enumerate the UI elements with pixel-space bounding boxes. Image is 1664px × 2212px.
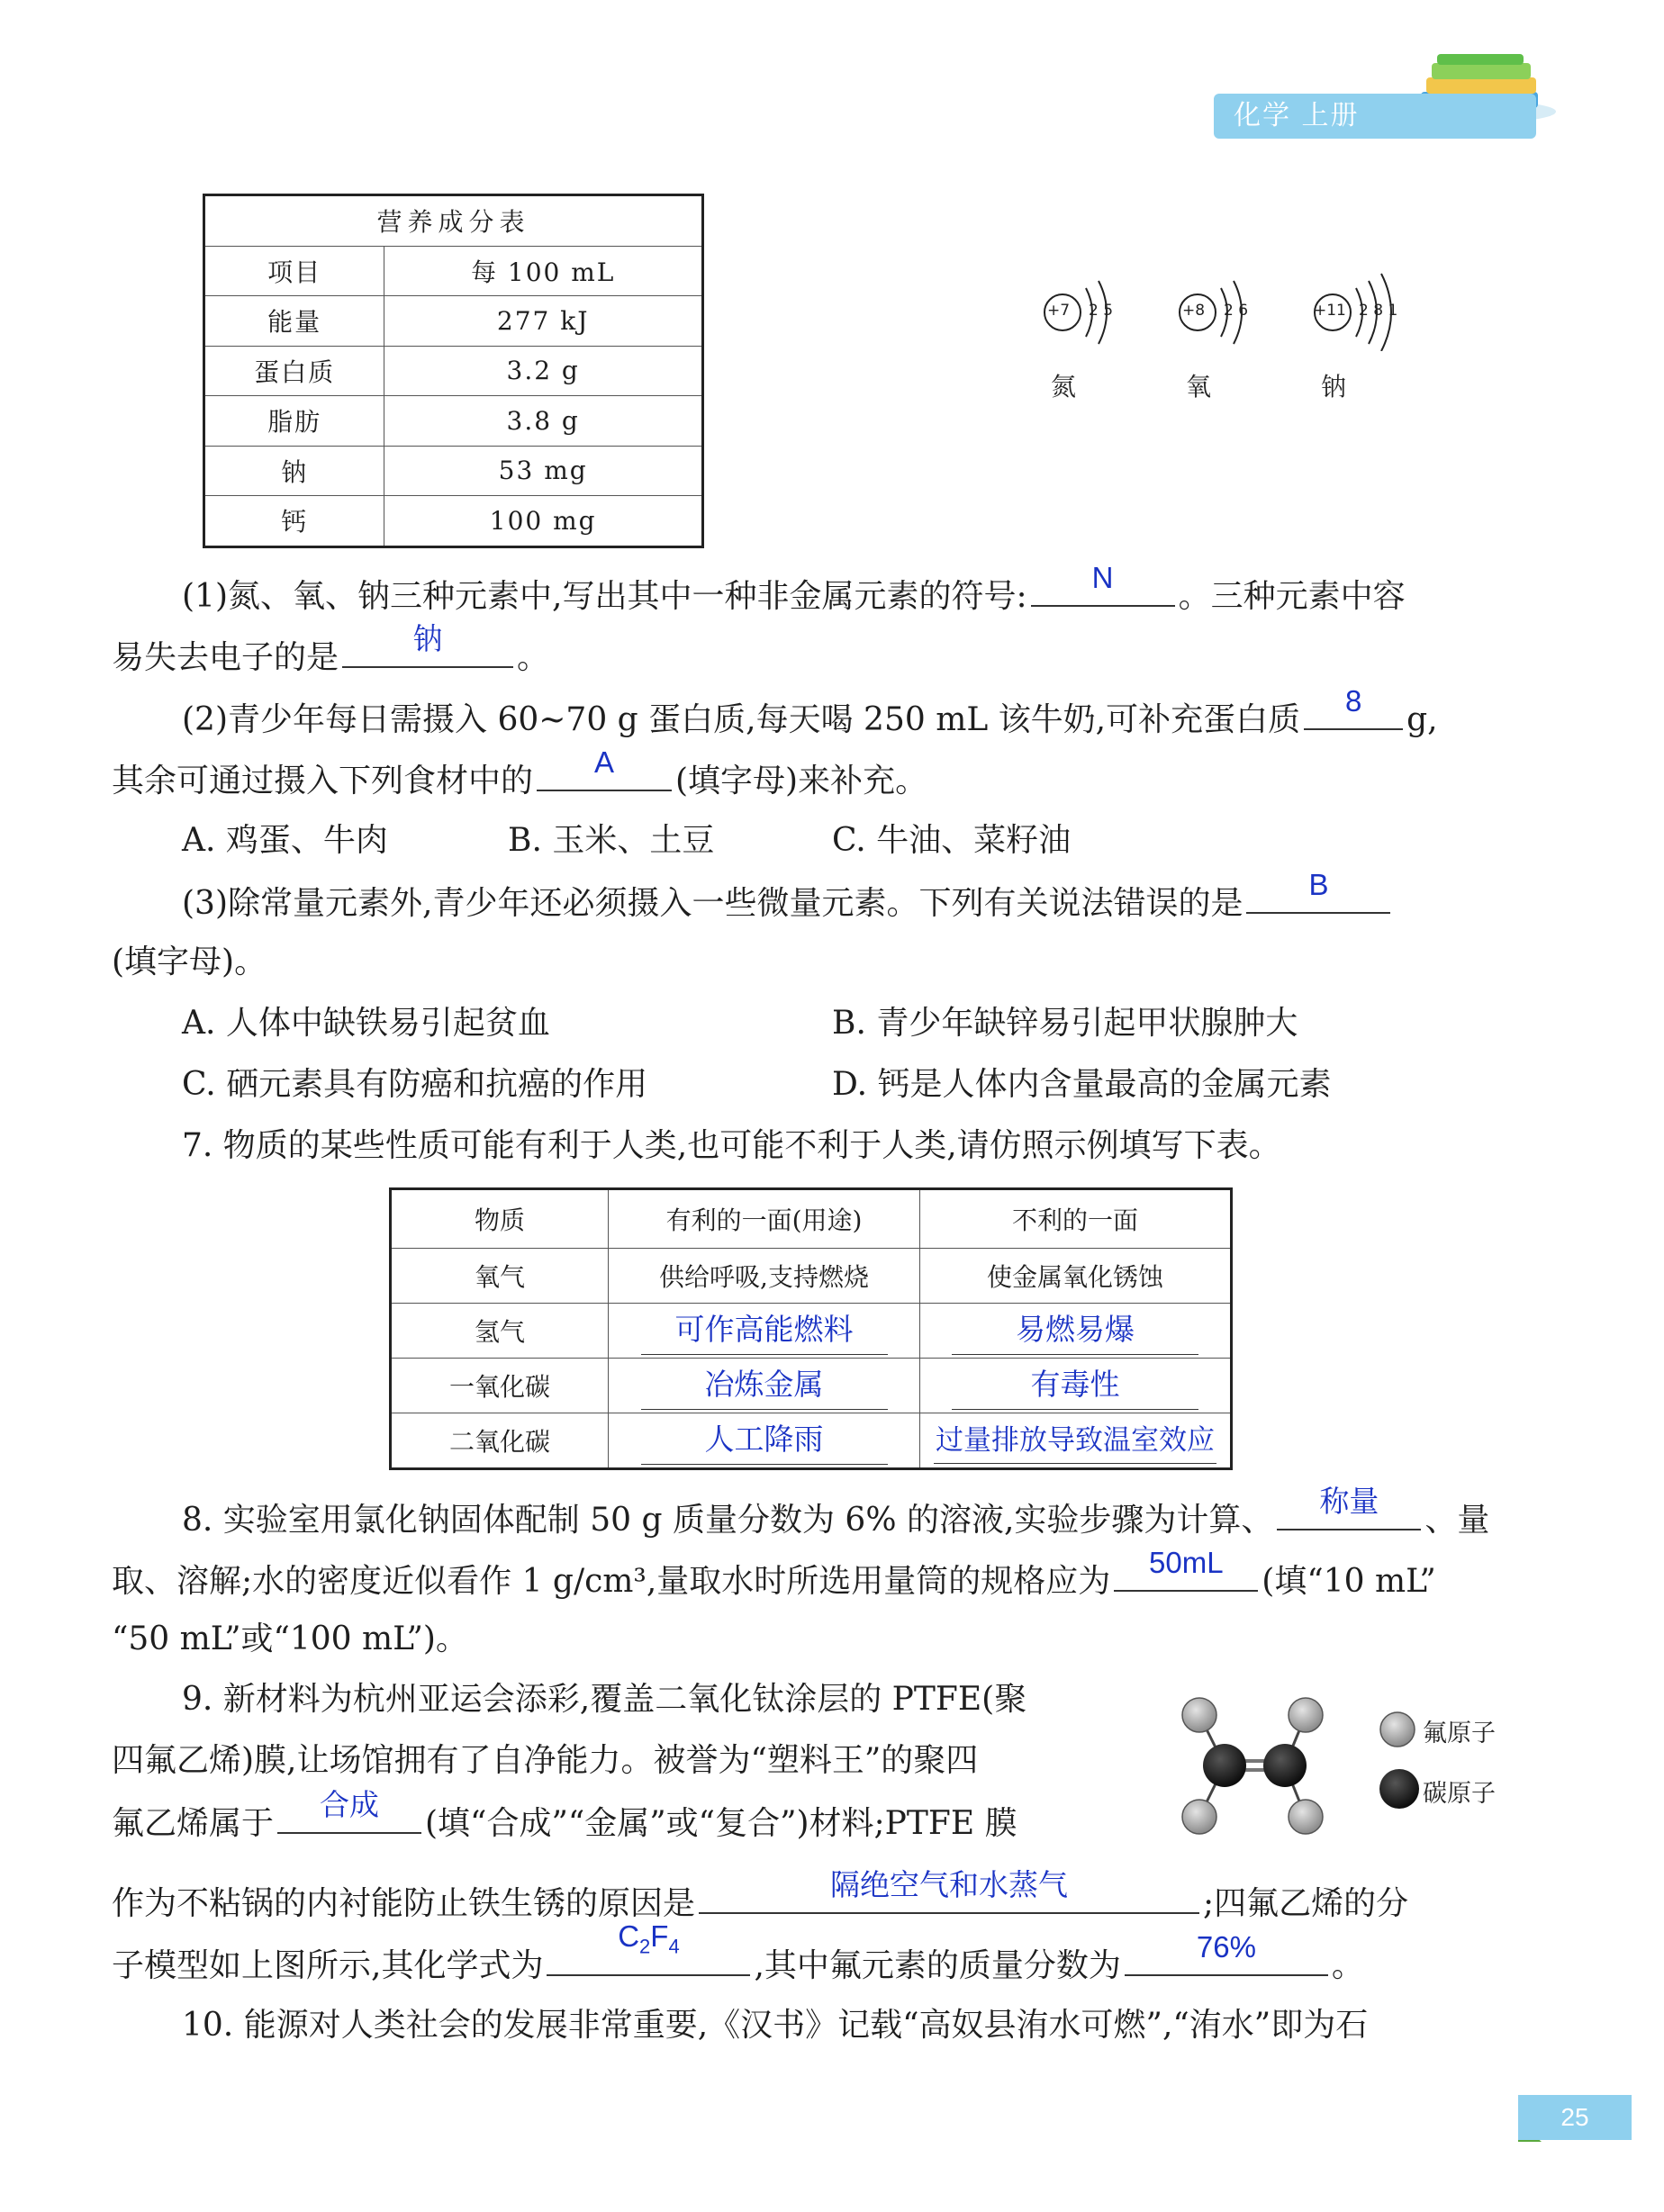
q8-line3: “50 mL”或“100 mL”)。 — [112, 1621, 468, 1657]
atom-shells: 2 8 1 — [1359, 302, 1398, 320]
answer-text: 钠 — [412, 622, 443, 655]
table-cell: 供给呼吸,支持燃烧 — [609, 1249, 920, 1304]
nutrition-row-value: 53 mg — [384, 446, 703, 496]
table-header: 不利的一面 — [920, 1189, 1232, 1249]
answer-blank — [1031, 561, 1175, 607]
nutrition-row-label: 脂肪 — [204, 396, 384, 447]
answer-blank — [1304, 684, 1403, 730]
nutrition-col-per100: 每 100 mL — [384, 246, 703, 296]
atom-shells: 2 6 — [1224, 302, 1249, 320]
tetrafluoroethylene-model — [1162, 1689, 1342, 1842]
atom-name: 钠 — [1321, 372, 1347, 402]
nutrition-row-value: 100 mg — [384, 496, 703, 547]
option: C. 牛油、菜籽油 — [832, 822, 1072, 859]
fluorine-atom-legend-icon — [1378, 1710, 1417, 1749]
nutrition-col-item: 项目 — [204, 246, 384, 296]
atom-nucleus: +8 — [1182, 302, 1206, 320]
answer-blank — [277, 1788, 421, 1834]
answer-blank — [547, 1919, 750, 1976]
answer-text: 合成 — [320, 1788, 380, 1821]
q6-part3-line2: (填字母)。 — [112, 943, 267, 980]
answer-blank — [1125, 1930, 1328, 1976]
atom-nucleus: +7 — [1047, 302, 1071, 320]
answer-cell — [609, 1304, 920, 1359]
option: D. 钙是人体内含量最高的金属元素 — [832, 1066, 1332, 1103]
answer-blank — [1114, 1546, 1258, 1592]
atom-shells: 2 5 — [1089, 302, 1114, 320]
nutrition-row-label: 蛋白质 — [204, 346, 384, 396]
answer-cell — [920, 1413, 1232, 1469]
nutrition-row-value: 3.8 g — [384, 396, 703, 447]
answer-cell — [920, 1359, 1232, 1413]
book-title-tab: 化学 上册 — [1214, 94, 1536, 139]
table-cell: 二氧化碳 — [391, 1413, 609, 1469]
q9-line3: 氟乙烯属于 合成 (填“合成”“金属”或“复合”)材料;PTFE 膜 — [112, 1788, 1017, 1842]
answer-text: 76% — [1196, 1930, 1256, 1964]
answer-cell — [920, 1304, 1232, 1359]
option: A. 鸡蛋、牛肉 — [182, 822, 388, 859]
q6-part3-line1: (3)除常量元素外,青少年还必须摄入一些微量元素。下列有关说法错误的是 B — [112, 880, 1516, 925]
answer-text: 有毒性 — [952, 1361, 1198, 1410]
nutrition-row-label: 钠 — [204, 446, 384, 496]
nutrition-row-value: 277 kJ — [384, 296, 703, 347]
answer-text: 易燃易爆 — [952, 1306, 1198, 1355]
answer-blank — [1246, 868, 1390, 914]
q7-properties-table — [389, 1187, 1233, 1470]
table-header: 物质 — [391, 1189, 609, 1249]
q6-part1-line1: (1)氮、氧、钠三种元素中,写出其中一种非金属元素的符号: N 。三种元素中容 — [182, 561, 1406, 615]
table-header: 有利的一面(用途) — [609, 1189, 920, 1249]
nutrition-row-label: 能量 — [204, 296, 384, 347]
answer-text: 可作高能燃料 — [641, 1306, 888, 1355]
answer-text: B — [1308, 868, 1329, 901]
q6-part2-line2: 其余可通过摄入下列食材中的 A (填字母)来补充。 — [112, 745, 928, 799]
answer-blank — [699, 1868, 1199, 1914]
answer-text: 50mL — [1149, 1546, 1224, 1579]
q8-line2: 取、溶解;水的密度近似看作 1 g/cm³,量取水时所选用量筒的规格应为 50mL (填“10 mL” — [112, 1546, 1436, 1600]
answer-text: $C_2F_4$ — [618, 1919, 680, 1958]
answer-cell — [609, 1359, 920, 1413]
option: B. 青少年缺锌易引起甲状腺肿大 — [832, 1005, 1298, 1042]
q7-prompt: 7. 物质的某些性质可能有利于人类,也可能不利于人类,请仿照示例填写下表。 — [182, 1127, 1281, 1164]
answer-text: 冶炼金属 — [641, 1361, 888, 1410]
table-cell: 氢气 — [391, 1304, 609, 1359]
legend-fluorine-label: 氟原子 — [1423, 1720, 1496, 1747]
q8-line1: 8. 实验室用氯化钠固体配制 50 g 质量分数为 6% 的溶液,实验步骤为计算、 称量 、量 — [182, 1485, 1490, 1539]
q9-line4: 作为不粘锅的内衬能防止铁生锈的原因是 隔绝空气和水蒸气 ;四氟乙烯的分 — [112, 1868, 1409, 1922]
nutrition-table — [203, 194, 704, 548]
answer-text: 称量 — [1319, 1485, 1379, 1518]
q6-part1-line2: 易失去电子的是 钠 。 — [112, 622, 550, 676]
answer-text: A — [594, 745, 615, 779]
answer-text: 人工降雨 — [641, 1416, 888, 1465]
q6-part2-line1: (2)青少年每日需摄入 60~70 g 蛋白质,每天喝 250 mL 该牛奶,可补充蛋白质 8 g, — [182, 684, 1438, 738]
q10-line1: 10. 能源对人类社会的发展非常重要,《汉书》记载“高奴县洧水可燃”,“洧水”即为石 — [182, 2007, 1369, 2044]
answer-blank — [342, 622, 513, 668]
page-number: 25 — [1518, 2095, 1632, 2140]
nutrition-row-label: 钙 — [204, 496, 384, 547]
option: A. 人体中缺铁易引起贫血 — [182, 1005, 550, 1042]
atom-name: 氧 — [1186, 372, 1212, 402]
atom-nucleus: +11 — [1314, 302, 1346, 320]
q9-line1: 9. 新材料为杭州亚运会添彩,覆盖二氧化钛涂层的 PTFE(聚 — [182, 1681, 1027, 1718]
carbon-atom-legend-icon — [1378, 1767, 1421, 1810]
answer-blank — [1277, 1485, 1421, 1530]
atom-name: 氮 — [1051, 372, 1077, 402]
nutrition-table-title: 营养成分表 — [204, 195, 703, 247]
option: B. 玉米、土豆 — [508, 822, 715, 859]
answer-text: N — [1091, 561, 1114, 594]
table-cell: 氧气 — [391, 1249, 609, 1304]
legend-carbon-label: 碳原子 — [1423, 1780, 1496, 1808]
answer-text: 过量排放导致温室效应 — [934, 1417, 1216, 1464]
table-cell: 一氧化碳 — [391, 1359, 609, 1413]
answer-cell — [609, 1413, 920, 1469]
nutrition-row-value: 3.2 g — [384, 346, 703, 396]
table-cell: 使金属氧化锈蚀 — [920, 1249, 1232, 1304]
atom-structure-diagrams — [1026, 252, 1423, 405]
q9-line5: 子模型如上图所示,其化学式为 $C_2F_4$ ,其中氟元素的质量分数为 76% 。 — [112, 1919, 1364, 1984]
q9-line2: 四氟乙烯)膜,让场馆拥有了自净能力。被誉为“塑料王”的聚四 — [112, 1742, 979, 1779]
answer-text: 8 — [1344, 684, 1362, 718]
answer-text: 隔绝空气和水蒸气 — [830, 1868, 1069, 1901]
answer-blank — [537, 745, 672, 791]
option: C. 硒元素具有防癌和抗癌的作用 — [182, 1066, 648, 1103]
